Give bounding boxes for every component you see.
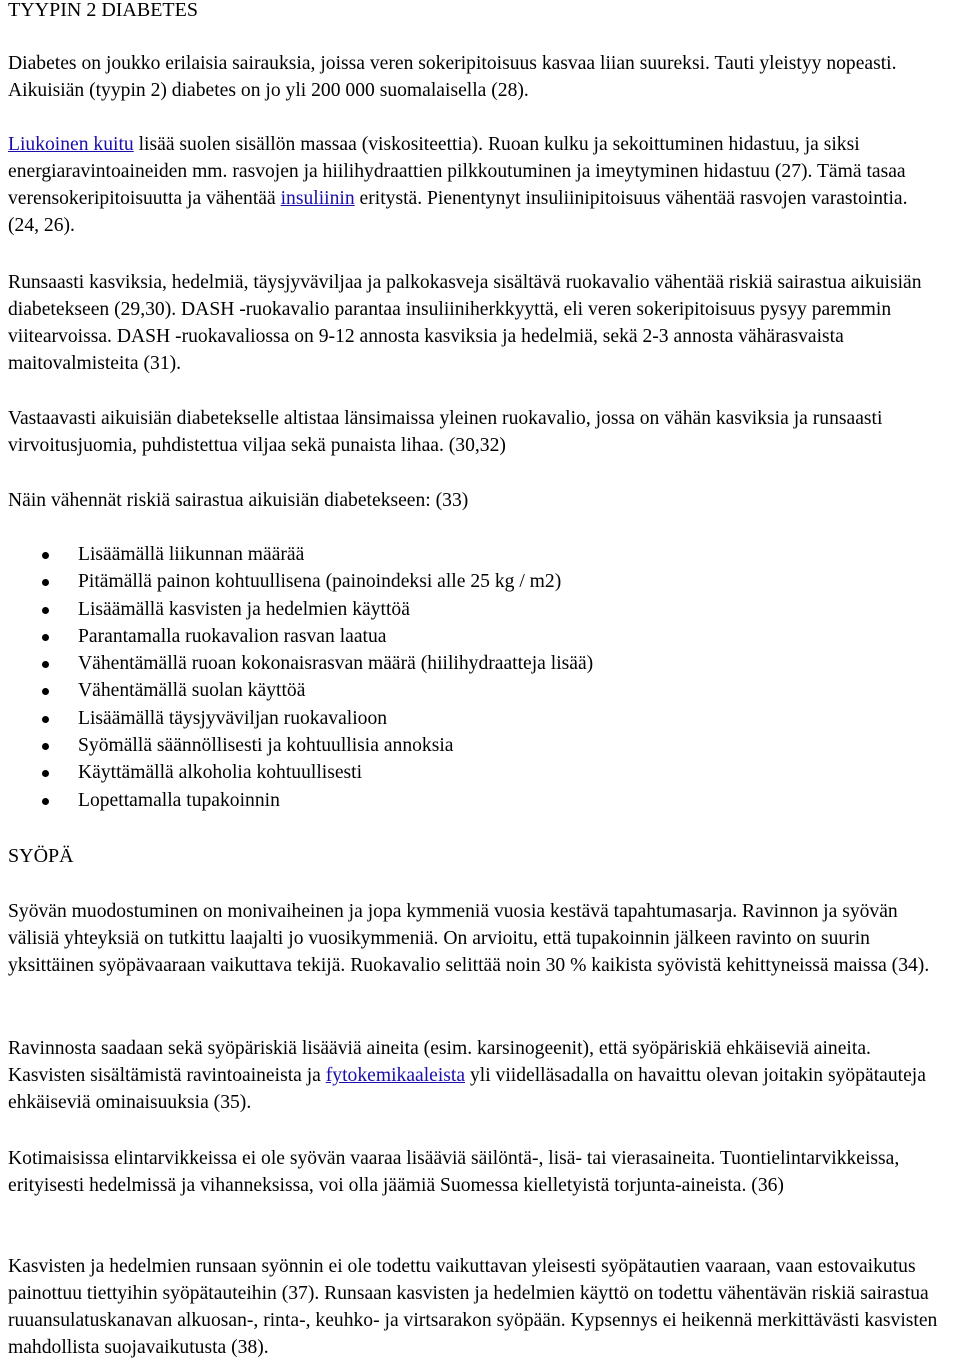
cancer-paragraph-1: Syövän muodostuminen on monivaiheinen ja jopa kymmeniä vuosia kestävä tapahtumasarja. Ravinnon ja syövän välisiä yhteyksiä on tutkittu laajalti jo vuosikymmeniä. On arvioitu, että tupakoinnin jälkeen ravinto on suurin yksittäinen syöpävaaraan vaikuttava tekijä. Ruokavalio selittää noin 30 % kaikista syövistä kehittyneissä maissa (34). [8,901,930,976]
section-heading-diabetes: TYYPIN 2 DIABETES [8,0,198,21]
risk-list-intro: Näin vähennät riskiä sairastua aikuisiän diabetekseen: (33) [8,490,469,511]
cancer-paragraph-4: Kasvisten ja hedelmien runsaan syönnin ei ole todettu vaikuttavan yleisesti syöpätautien vaaraan, vaan estovaikutus painottuu tiettyihin syöpätauteihin (37). Runsaan kasvisten ja hedelmien käyttö on todettu vähentävän riskiä sairastua ruuansulatuskanavan alkuosan-, rinta-, keuhko- ja virtsarakon syöpään. Kypsennys ei heikennä merkittävästi kasvisten mahdollista suojavaikutusta (38). [8,1256,938,1358]
section-heading-cancer: SYÖPÄ [8,845,74,867]
bullet-icon [42,716,49,723]
diabetes-paragraph-2-text-2: eritystä. Pienentynyt insuliinipitoisuus vähentää rasvojen varastointia. (24, 26). [8,188,908,236]
diabetes-paragraph-4: Vastaavasti aikuisiän diabetekselle altistaa länsimaissa yleinen ruokavalio, jossa on vähän kasviksia ja runsaasti virvoitusjuomia, puhdistettua viljaa sekä punaista lihaa. (30,32) [8,408,883,456]
list-item: Lopettamalla tupakoinnin [0,787,593,814]
list-item: Lisäämällä kasvisten ja hedelmien käyttöä [0,596,593,623]
cancer-paragraph-2-text-1: Ravinnosta saadaan sekä syöpäriskiä lisääviä aineita (esim. karsinogeenit), että syöpäriskiä ehkäiseviä aineita. Kasvisten sisältämistä ravintoaineista ja [8,1038,871,1086]
bullet-icon [42,579,49,586]
bullet-icon [42,688,49,695]
bullet-icon [42,770,49,777]
link-liukoinen-kuitu[interactable]: Liukoinen kuitu [8,134,134,155]
risk-reduction-list [0,541,593,814]
link-insuliinin[interactable]: insuliinin [280,188,355,209]
list-item: Parantamalla ruokavalion rasvan laatua [0,623,593,650]
bullet-icon [42,661,49,668]
list-item: Käyttämällä alkoholia kohtuullisesti [0,759,593,786]
diabetes-paragraph-2-text-1: lisää suolen sisällön massaa (viskositeettia). Ruoan kulku ja sekoittuminen hidastuu, ja siksi energiaravintoaineiden mm. rasvojen ja hiilihydraattien pilkkoutuminen ja imeytyminen hidastuu (27). Tämä tasaa verensokeripitoisuutta ja vähentää [8,134,906,209]
cancer-paragraph-2 [8,1035,942,1116]
diabetes-paragraph-3: Runsaasti kasviksia, hedelmiä, täysjyväviljaa ja palkokasveja sisältävä ruokavalio vähentää riskiä sairastua aikuisiän diabetekseen (29,30). DASH -ruokavalio parantaa insuliiniherkkyyttä, eli veren sokeripitoisuus pysyy paremmin viitearvoissa. DASH -ruokavaliossa on 9-12 annosta kasviksia ja hedelmiä, sekä 2-3 annosta vähärasvaista maitovalmisteita (31). [8,272,922,374]
cancer-paragraph-2-text-2: yli viidelläsadalla on havaittu olevan joitakin syöpätauteja ehkäiseviä ominaisuuksia (35). [8,1065,926,1113]
list-item: Vähentämällä ruoan kokonaisrasvan määrä (hiilihydraatteja lisää) [0,650,593,677]
cancer-paragraph-3: Kotimaisissa elintarvikkeissa ei ole syövän vaaraa lisääviä säilöntä-, lisä- tai vierasaineita. Tuontielintarvikkeissa, erityisesti hedelmissä ja vihanneksissa, voi olla jäämiä Suomessa kielletyistä torjunta-aineista. (36) [8,1148,900,1196]
bullet-icon [42,634,49,641]
bullet-icon [42,552,49,559]
list-item: Vähentämällä suolan käyttöä [0,677,593,704]
bullet-icon [42,607,49,614]
list-item: Lisäämällä täysjyväviljan ruokavalioon [0,705,593,732]
list-item: Lisäämällä liikunnan määrää [0,541,593,568]
list-item: Syömällä säännöllisesti ja kohtuullisia annoksia [0,732,593,759]
list-item: Pitämällä painon kohtuullisena (painoindeksi alle 25 kg / m2) [0,568,593,595]
bullet-icon [42,743,49,750]
diabetes-paragraph-1: Diabetes on joukko erilaisia sairauksia, joissa veren sokeripitoisuus kasvaa liian suureksi. Tauti yleistyy nopeasti. Aikuisiän (tyypin 2) diabetes on jo yli 200 000 suomalaisella (28). [8,53,897,101]
bullet-icon [42,798,49,805]
diabetes-paragraph-2 [8,131,942,239]
link-fytokemikaaleista[interactable]: fytokemikaaleista [325,1065,466,1086]
